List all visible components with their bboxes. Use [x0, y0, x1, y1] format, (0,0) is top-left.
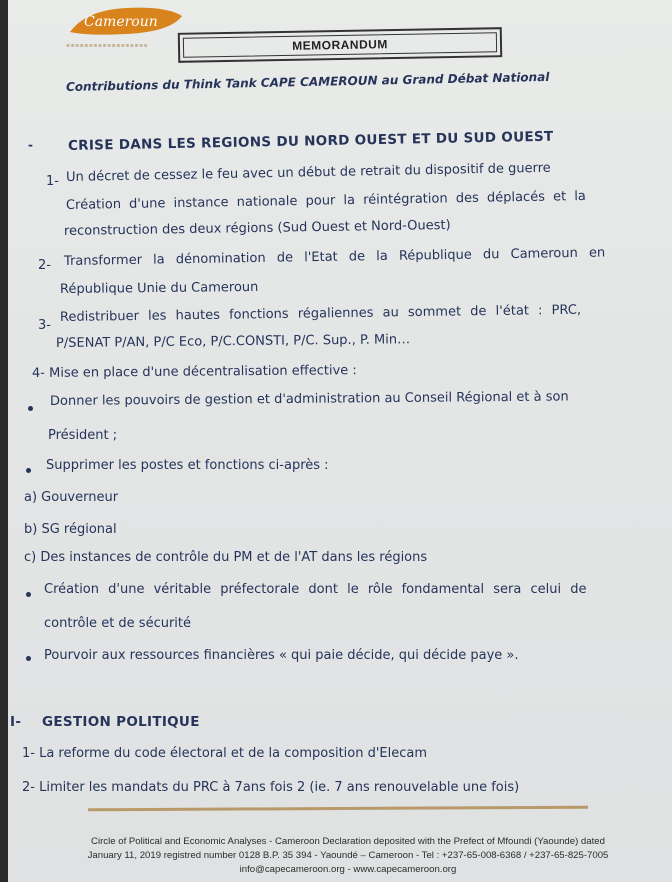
bullet-icon — [26, 592, 31, 597]
section2-item2: 2- Limiter les mandats du PRC à 7ans fois 2 (ie. 7 ans renouvelable une fois) — [22, 780, 520, 795]
bullet2: Supprimer les postes et fonctions ci-après : — [46, 458, 329, 473]
section1-title: CRISE DANS LES REGIONS DU NORD OUEST ET DU SUD OUEST — [67, 128, 554, 154]
sub-item-b: b) SG régional — [24, 522, 117, 537]
section2-item1: 1- La reforme du code électoral et de la composition d'Elecam — [22, 746, 428, 761]
bullet4: Pourvoir aux ressources financières « qui paie décide, qui décide paye ». — [44, 648, 519, 663]
item1-line3: reconstruction des deux régions (Sud Ouest et Nord-Ouest) — [63, 217, 451, 239]
document-page: Cameroun ▪▪▪▪▪▪▪▪▪▪▪▪▪▪▪▪▪▪ MEMORANDUM Contributions du Think Tank CAPE CAMEROUN au Grand Débat National - CRISE DANS LES REGIONS DU NORD OUEST ET DU SUD OUEST 1- Un décret de cessez le feu avec un début de retrait du dispositif de guerre Création d'une instance nationale pour la réintégration des déplacés et la reconstruction des deux régions (Sud Ouest et Nord-Ouest) 2- Transformer la dénomination de l'Etat de la République du Cameroun en République Unie du Cameroun 3- Redistribuer les hautes fonctions régaliennes au sommet de l'état : PRC, P/SENAT P/AN, P/C Eco, P/C.CONSTI, P/C. Sup., P. Min… 4- Mise en place d'une décentralisation effective : Donner les pouvoirs de gestion et d'administration au Conseil Régional et à son Président ; Supprimer les postes et fonctions ci-après : a) Gouverneur b) SG régional c) Des instances de contrôle du PM et de l'AT dans les régions Création d'une véritable préfectorale dont le rôle fondamental sera celui de contrôle et de sécurité Pourvoir aux ressources financières « qui paie décide, qui décide paye ». I- GESTION POLITIQUE 1- La reforme du code électoral et de la composition d'Elecam 2- Limiter les mandats du PRC à 7ans fois 2 (ie. 7 ans renouvelable une fois) Circle of Political and Economic Analyses - Cameroon Declaration deposited with the Prefect of Mfoundi (Yaounde) dated January 11, 2019 registred number 0128 B.P. 35 394 - Yaoundé – Cameroon - Tel : +237-65-008-6368 / +237-65-825-7005 info@capecameroon.org - www.capecameroon.org — [8, 0, 672, 882]
footer-line1: Circle of Political and Economic Analyses - Cameroon Declaration deposited with the Prefect of Mfoundi (Yaounde) dated — [91, 836, 605, 847]
item3-line1: Redistribuer les hautes fonctions régaliennes au sommet de l'état : PRC, — [59, 302, 582, 325]
item2-number: 2- — [38, 258, 51, 273]
item3-line2: P/SENAT P/AN, P/C Eco, P/C.CONSTI, P/C. Sup., P. Min… — [55, 332, 411, 351]
memo-title: MEMORANDUM — [183, 32, 497, 57]
item1-line1: Un décret de cessez le feu avec un début de retrait du dispositif de guerre — [65, 160, 551, 185]
item4: 4- Mise en place d'une décentralisation effective : — [31, 363, 357, 381]
memo-title-box — [178, 27, 502, 63]
item2-line2: République Unie du Cameroun — [59, 279, 259, 297]
item2-line1: Transformer la dénomination de l'Etat de la République du Cameroun en — [63, 245, 606, 269]
footer-line2: January 11, 2019 registred number 0128 B.P. 35 394 - Yaoundé – Cameroon - Tel : +237-65-008-6368 / +237-65-825-7005 — [87, 850, 609, 861]
item1-number: 1- — [46, 174, 59, 189]
item3-number: 3- — [38, 318, 51, 333]
bullet-icon — [26, 468, 31, 473]
section2-title: GESTION POLITIQUE — [42, 714, 200, 730]
bullet3-line1: Création d'une véritable préfectorale dont le rôle fondamental sera celui de — [44, 582, 587, 597]
item1-line2: Création d'une instance nationale pour la réintégration des déplacés et la — [65, 188, 586, 213]
footer-divider — [88, 806, 588, 812]
sub-item-c: c) Des instances de contrôle du PM et de l'AT dans les régions — [24, 550, 428, 565]
bullet1-line2: Président ; — [48, 428, 118, 443]
sub-item-a: a) Gouverneur — [24, 490, 119, 505]
section2-number: I- — [10, 714, 22, 730]
footer-line3: info@capecameroon.org - www.capecameroon.org — [239, 864, 457, 875]
logo-text: Cameroun — [84, 14, 158, 30]
bullet1-line1: Donner les pouvoirs de gestion et d'administration au Conseil Régional et à son — [49, 389, 569, 409]
bullet3-line2: contrôle et de sécurité — [44, 616, 192, 631]
bullet-icon — [26, 656, 31, 661]
logo-tagline-decoration: ▪▪▪▪▪▪▪▪▪▪▪▪▪▪▪▪▪▪ — [66, 42, 149, 49]
bullet-icon — [28, 406, 33, 411]
document-subtitle: Contributions du Think Tank CAPE CAMEROUN au Grand Débat National — [65, 69, 550, 94]
cape-logo — [66, 2, 186, 40]
